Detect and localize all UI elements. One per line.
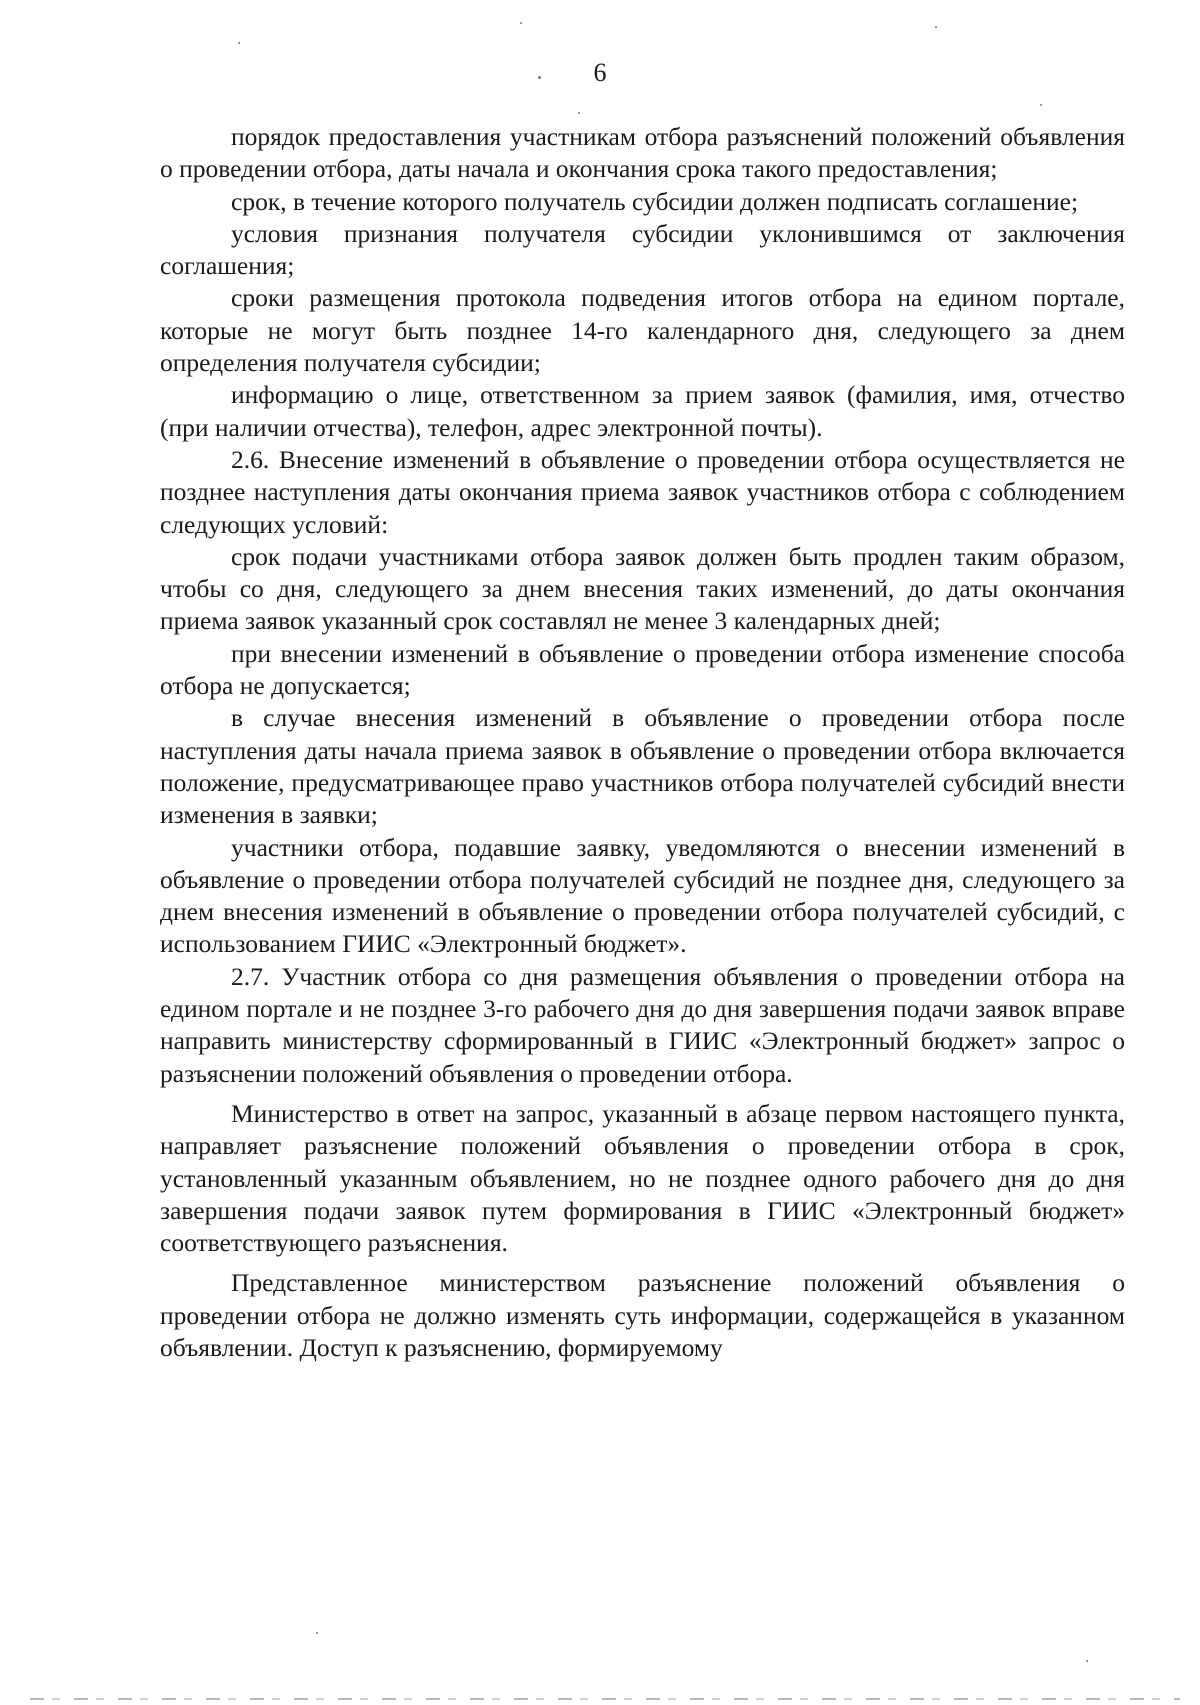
scan-speck (935, 26, 937, 28)
paragraph-2-6: 2.6. Внесение изменений в объявление о проведении отбора осуществляется не позднее наступления даты окончания приема заявок участников отбора с соблюдением следующих условий: (160, 444, 1125, 539)
paragraph-protocol-deadlines: сроки размещения протокола подведения итогов отбора на едином портале, которые не могут быть позднее 14-го календарного дня, следующего за днем определения получателя субсидии; (160, 283, 1125, 378)
paragraph-agreement-deadline: срок, в течение которого получатель субсидии должен подписать соглашение; (231, 186, 1079, 216)
scan-speck (316, 1632, 318, 1634)
paragraph-evasion-conditions: условия признания получателя субсидии уклонившимся от заключения соглашения; (160, 218, 1125, 281)
paragraph-clarification-content: Представленное министерством разъяснение положений объявления о проведении отбора не должно изменять суть информации, содержащейся в указанном объявлении. Доступ к разъяснению, формируемому (160, 1268, 1125, 1362)
paragraph-participant-notice: участники отбора, подавшие заявку, уведомляются о внесении изменений в объявление о проведении отбора получателей субсидий не позднее дня, следующего за днем внесения изменений в объявление о проведении отбора получателей субсидий, с использованием ГИИС «Электронный бюджет». (160, 832, 1125, 959)
scan-speck (520, 22, 522, 24)
paragraph-clarification-procedure: порядок предоставления участникам отбора разъяснений положений объявления о проведении отбора, даты начала и окончания срока такого предоставления; (160, 122, 1125, 184)
scan-speck (1086, 1660, 1088, 1662)
scan-speck (238, 42, 240, 44)
document-body (160, 121, 1125, 1364)
paragraph-ministry-response: Министерство в ответ на запрос, указанный в абзаце первом настоящего пункта, направляет разъяснение положений объявления о проведении отбора в срок, установленный указанным объявлением, но не позднее одного рабочего дня до дня завершения подачи заявок путем формирования в ГИИС «Электронный бюджет» соответствующего разъяснения. (160, 1098, 1125, 1258)
scan-speck (1040, 104, 1042, 106)
paragraph-method-change: при внесении изменений в объявление о проведении отбора изменение способа отбора не допускается; (160, 638, 1125, 701)
scan-speck (538, 76, 541, 79)
paragraph-change-after-start: в случае внесения изменений в объявление о проведении отбора после наступления даты начала приема заявок в объявление о проведении отбора включается положение, предусматривающее право участников отбора получателей субсидий внести изменения в заявки; (160, 703, 1125, 830)
paragraph-2-7: 2.7. Участник отбора со дня размещения объявления о проведении отбора на едином портале и не позднее 3-го рабочего дня до дня завершения подачи заявок вправе направить министерству сформированный в ГИИС «Электронный бюджет» запрос о разъяснении положений объявления о проведении отбора. (160, 961, 1125, 1088)
scan-bottom-edge (30, 1698, 1180, 1700)
paragraph-responsible-person: информацию о лице, ответственном за прием заявок (фамилия, имя, отчество (при наличии отчества), телефон, адрес электронной почты). (160, 380, 1125, 442)
scan-speck (578, 112, 580, 114)
page-number: 6 (593, 58, 607, 87)
paragraph-deadline-extension: срок подачи участниками отбора заявок должен быть продлен таким образом, чтобы со дня, следующего за днем внесения таких изменений, до даты окончания приема заявок указанный срок составлял не менее 3 календарных дней; (160, 541, 1125, 636)
